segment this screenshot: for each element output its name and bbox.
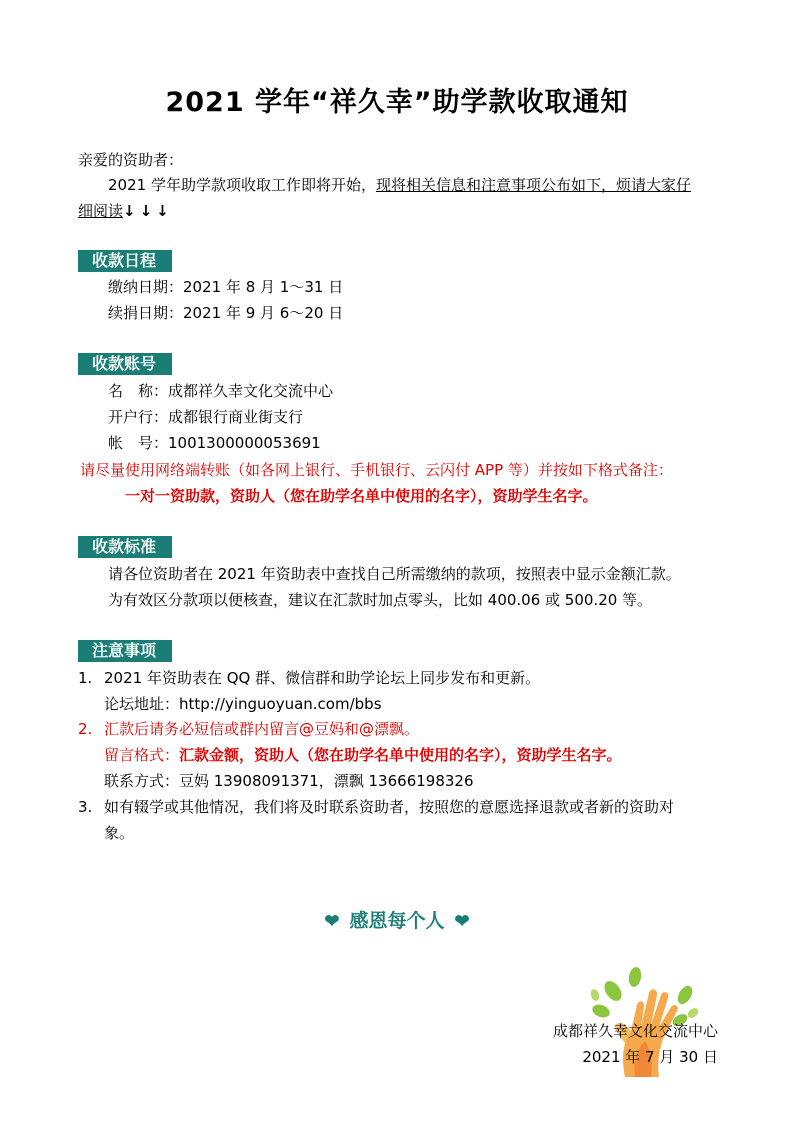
message-format <box>104 745 622 765</box>
list-number-3: 3. <box>78 798 93 816</box>
note-item-2: 汇款后请务必短信或群内留言@豆妈和@漂飘。 <box>104 720 420 738</box>
intro-plain-text: 2021 学年助学款项收取工作即将开始， <box>108 176 376 194</box>
standard-line-1: 请各位资助者在 2021 年资助表中查找自己所需缴纳的款项，按照表中显示金额汇款。 <box>108 565 681 583</box>
signature-organization: 成都祥久幸文化交流中心 <box>552 1022 718 1040</box>
standard-line-2: 为有效区分款项以便核查，建议在汇款时加点零头，比如 400.06 或 500.20 等。 <box>108 591 653 609</box>
thanks-text: 感恩每个人 <box>349 910 445 932</box>
schedule-renewal-date: 续捐日期：2021 年 9 月 6～20 日 <box>108 304 344 322</box>
note-item-1: 2021 年资助表在 QQ 群、微信群和助学论坛上同步发布和更新。 <box>104 669 541 687</box>
section-heading-notes: 注意事项 <box>78 640 172 662</box>
section-heading-schedule: 收款日程 <box>78 250 172 272</box>
transfer-notice: 请尽量使用网络端转账（如各网上银行、手机银行、云闪付 APP 等）并按如下格式备注： <box>80 461 673 479</box>
list-number-1: 1. <box>78 669 93 687</box>
page-title: 2021 学年“祥久幸”助学款收取通知 <box>165 87 629 118</box>
section-heading-account: 收款账号 <box>78 353 172 375</box>
account-bank: 开户行：成都银行商业街支行 <box>108 408 304 426</box>
intro-line-2 <box>78 201 173 221</box>
greeting: 亲爱的资助者： <box>78 151 184 169</box>
intro-underlined-text-2: 细阅读 <box>78 202 124 220</box>
intro-underlined-text: 现将相关信息和注意事项公布如下，烦请大家仔 <box>375 176 691 194</box>
account-number: 帐 号：1001300000053691 <box>108 434 321 452</box>
signature-date: 2021 年 7 月 30 日 <box>582 1048 718 1066</box>
message-format-label: 留言格式： <box>104 746 180 764</box>
contact-info: 联系方式：豆妈 13908091371，漂飘 13666198326 <box>104 772 474 790</box>
heart-icon: ❤ <box>324 911 340 932</box>
list-number-2: 2. <box>78 720 93 738</box>
schedule-payment-date: 缴纳日期：2021 年 8 月 1～31 日 <box>108 278 344 296</box>
note-item-3-line-2: 象。 <box>104 824 135 842</box>
section-heading-standard: 收款标准 <box>78 536 172 558</box>
thanks-line <box>0 906 794 933</box>
message-format-text: 汇款金额，资助人（您在助学名单中使用的名字），资助学生名字。 <box>179 746 622 764</box>
note-item-3-line-1: 如有辍学或其他情况，我们将及时联系资助者，按照您的意愿选择退款或者新的资助对 <box>104 798 675 816</box>
account-name: 名 称：成都祥久幸文化交流中心 <box>108 382 334 400</box>
intro-line-1 <box>108 175 691 195</box>
down-arrows-icon: ↓↓↓ <box>123 202 173 220</box>
forum-address: 论坛地址：http://yinguoyuan.com/bbs <box>104 695 382 713</box>
heart-icon: ❤ <box>454 911 470 932</box>
transfer-format: 一对一资助款，资助人（您在助学名单中使用的名字），资助学生名字。 <box>125 487 598 505</box>
